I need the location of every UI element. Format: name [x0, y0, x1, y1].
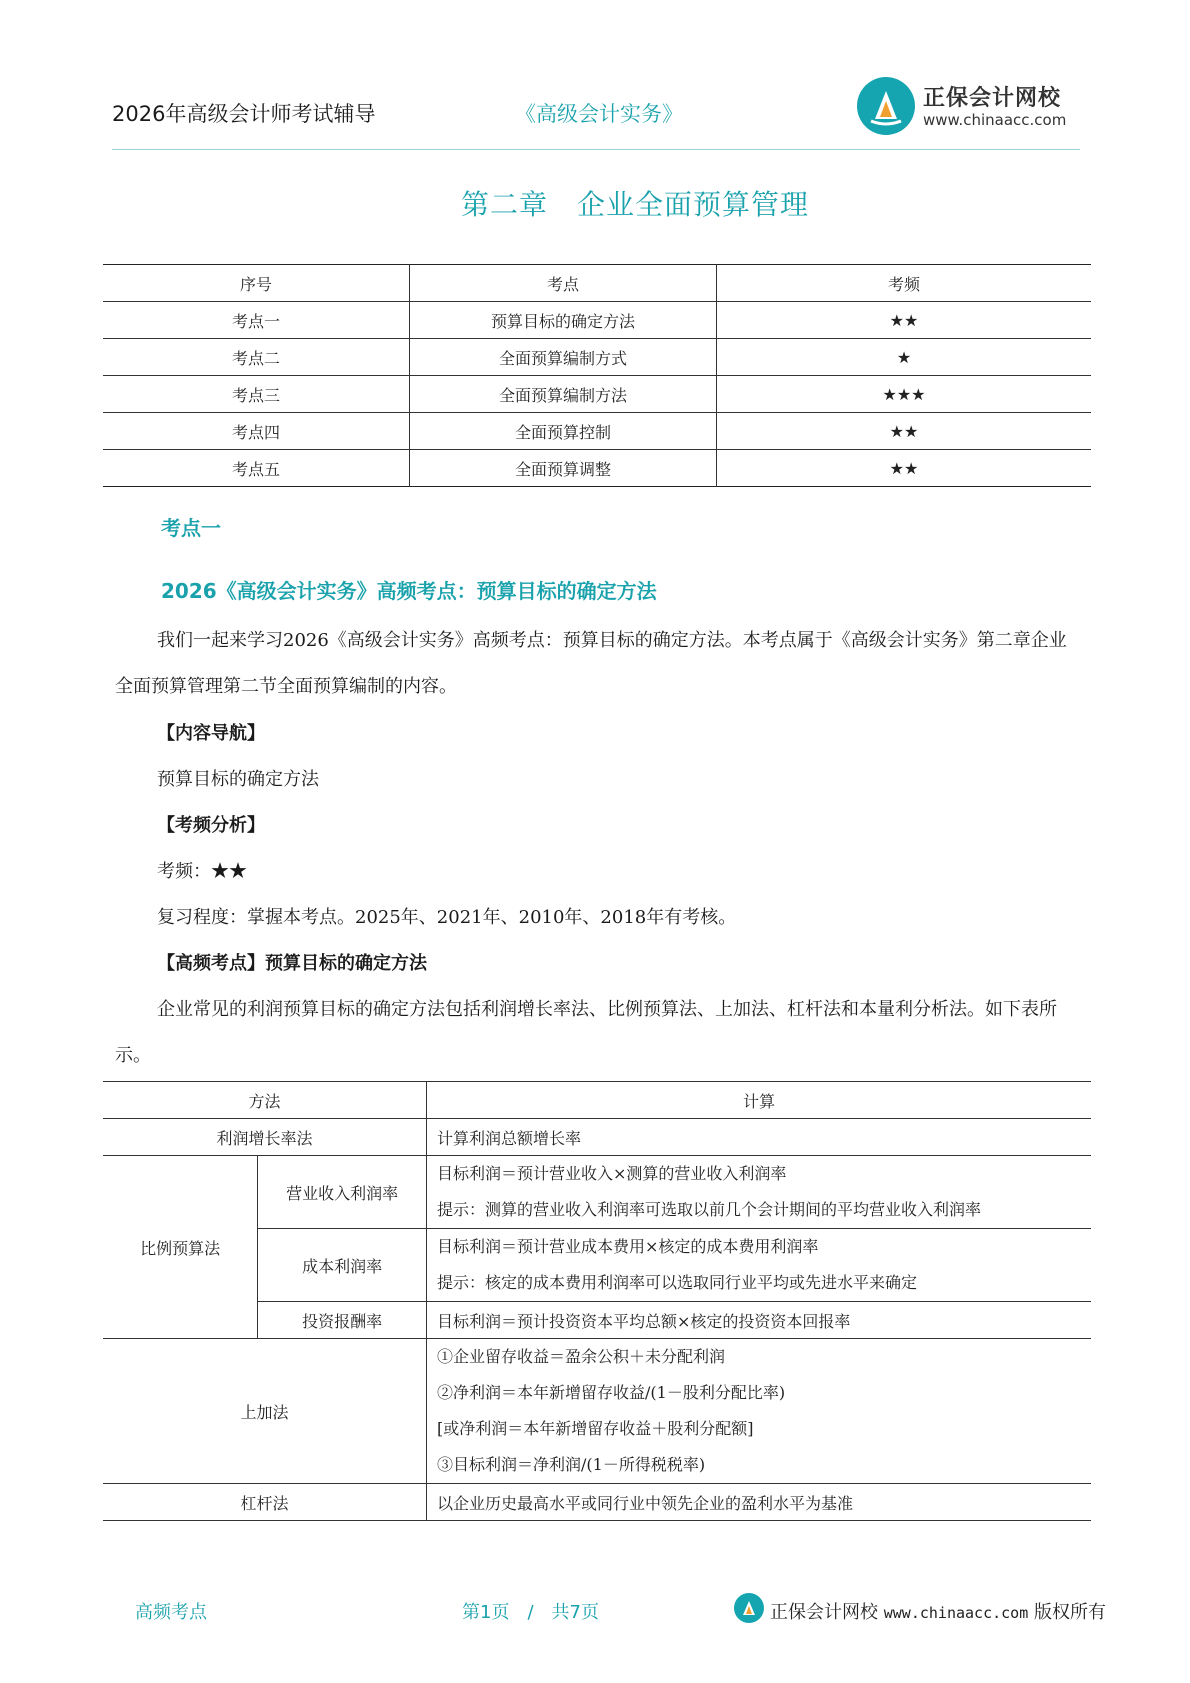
header-cell: 考频 [717, 265, 1092, 302]
table-row [103, 450, 1091, 487]
calc-cell: 目标利润＝预计投资资本平均总额×核定的投资资本回报率 [427, 1302, 1092, 1339]
table-header-row [103, 1082, 1091, 1119]
calc-line: ③目标利润＝净利润/(1－所得税税率) [437, 1455, 706, 1474]
table-row [103, 1339, 1091, 1484]
cell-topic: 全面预算编制方法 [410, 376, 717, 413]
cell-frequency: ★★ [717, 450, 1092, 487]
cell-index: 考点二 [103, 339, 410, 376]
calc-line: 目标利润＝预计营业成本费用×核定的成本费用利润率 [437, 1237, 819, 1256]
table-row [103, 1484, 1091, 1521]
chapter-title: 第二章 企业全面预算管理 [460, 188, 809, 221]
table-row [103, 1119, 1091, 1156]
calc-cell: 计算利润总额增长率 [427, 1119, 1092, 1156]
footer-brand-name: 正保会计网校 [770, 1602, 878, 1623]
methods-table [103, 1081, 1091, 1521]
header-cell: 计算 [427, 1082, 1092, 1119]
section-title: 2026《高级会计实务》高频考点：预算目标的确定方法 [161, 579, 657, 603]
header-cell: 考点 [410, 265, 717, 302]
calc-line: 提示：测算的营业收入利润率可选取以前几个会计期间的平均营业收入利润率 [437, 1200, 982, 1219]
footer-section: 高频考点 [135, 1602, 207, 1623]
footer-brand [770, 1598, 1106, 1624]
page-number: 第1页 / 共7页 [462, 1602, 599, 1623]
topic-heading: 【高频考点】预算目标的确定方法 [157, 953, 427, 974]
calc-cell [427, 1229, 1092, 1302]
calc-line: ②净利润＝本年新增留存收益/(1－股利分配比率) [437, 1383, 786, 1402]
page-header [112, 75, 1080, 150]
brand-logo[interactable] [857, 75, 1072, 137]
cell-topic: 全面预算调整 [410, 450, 717, 487]
cell-index: 考点四 [103, 413, 410, 450]
logo-mark-icon [857, 77, 915, 135]
calc-line: 目标利润＝预计营业收入×测算的营业收入利润率 [437, 1164, 787, 1183]
footer-url[interactable]: www.chinaacc.com [883, 1604, 1029, 1622]
table-row [103, 1156, 1091, 1229]
table-row [103, 413, 1091, 450]
table-row [103, 376, 1091, 413]
calc-cell: 以企业历史最高水平或同行业中领先企业的盈利水平为基准 [427, 1484, 1092, 1521]
header-cell: 方法 [103, 1082, 427, 1119]
cell-index: 考点五 [231, 459, 280, 479]
cell-topic: 全面预算编制方式 [410, 339, 717, 376]
calc-cell [427, 1156, 1092, 1229]
cell-frequency: ★★★ [717, 376, 1092, 413]
calc-line: [或净利润＝本年新增留存收益＋股利分配额] [437, 1419, 754, 1438]
freq-text: 考频：★★ [157, 861, 247, 882]
intro-paragraph: 我们一起来学习2026《高级会计实务》高频考点：预算目标的确定方法。本考点属于《高级会计实务》第二章企业全面预算管理第二节全面预算编制的内容。 [115, 630, 1067, 697]
cell-index: 考点三 [103, 376, 410, 413]
header-course-title: 2026年高级会计师考试辅导 [112, 102, 376, 126]
footer-rights: 版权所有 [1033, 1602, 1106, 1623]
submethod-cell: 营业收入利润率 [258, 1156, 427, 1229]
page-footer [0, 1590, 1190, 1630]
calc-cell [427, 1339, 1092, 1484]
section-label: 考点一 [161, 516, 221, 540]
cell-frequency: ★★ [717, 302, 1092, 339]
cell-topic: 全面预算控制 [410, 413, 717, 450]
review-text: 复习程度：掌握本考点。2025年、2021年、2010年、2018年有考核。 [157, 907, 737, 928]
logo-name: 正保会计网校 [923, 86, 1062, 111]
cell-index: 考点一 [103, 302, 410, 339]
submethod-cell: 投资报酬率 [258, 1302, 427, 1339]
table-header-row [103, 265, 1091, 302]
footer-logo-icon [734, 1593, 764, 1623]
method-cell: 上加法 [103, 1339, 427, 1484]
nav-heading: 【内容导航】 [157, 723, 265, 744]
exam-points-table [103, 264, 1091, 487]
method-cell: 利润增长率法 [103, 1119, 427, 1156]
table-row [103, 302, 1091, 339]
calc-line: 提示：核定的成本费用利润率可以选取同行业平均或先进水平来确定 [437, 1273, 918, 1292]
method-cell: 杠杆法 [103, 1484, 427, 1521]
table-row [103, 339, 1091, 376]
calc-line: ①企业留存收益＝盈余公积＋未分配利润 [437, 1347, 726, 1366]
header-cell: 序号 [103, 265, 410, 302]
cell-frequency: ★★ [717, 413, 1092, 450]
submethod-cell: 成本利润率 [258, 1229, 427, 1302]
nav-text: 预算目标的确定方法 [157, 769, 319, 790]
freq-heading: 【考频分析】 [157, 815, 265, 836]
header-book-title: 《高级会计实务》 [515, 102, 683, 126]
logo-url: www.chinaacc.com [923, 111, 1067, 129]
topic-text: 企业常见的利润预算目标的确定方法包括利润增长率法、比例预算法、上加法、杠杆法和本量利分析法。如下表所示。 [115, 999, 1057, 1066]
method-cell: 比例预算法 [103, 1156, 258, 1339]
cell-frequency: ★ [717, 339, 1092, 376]
cell-topic: 预算目标的确定方法 [410, 302, 717, 339]
